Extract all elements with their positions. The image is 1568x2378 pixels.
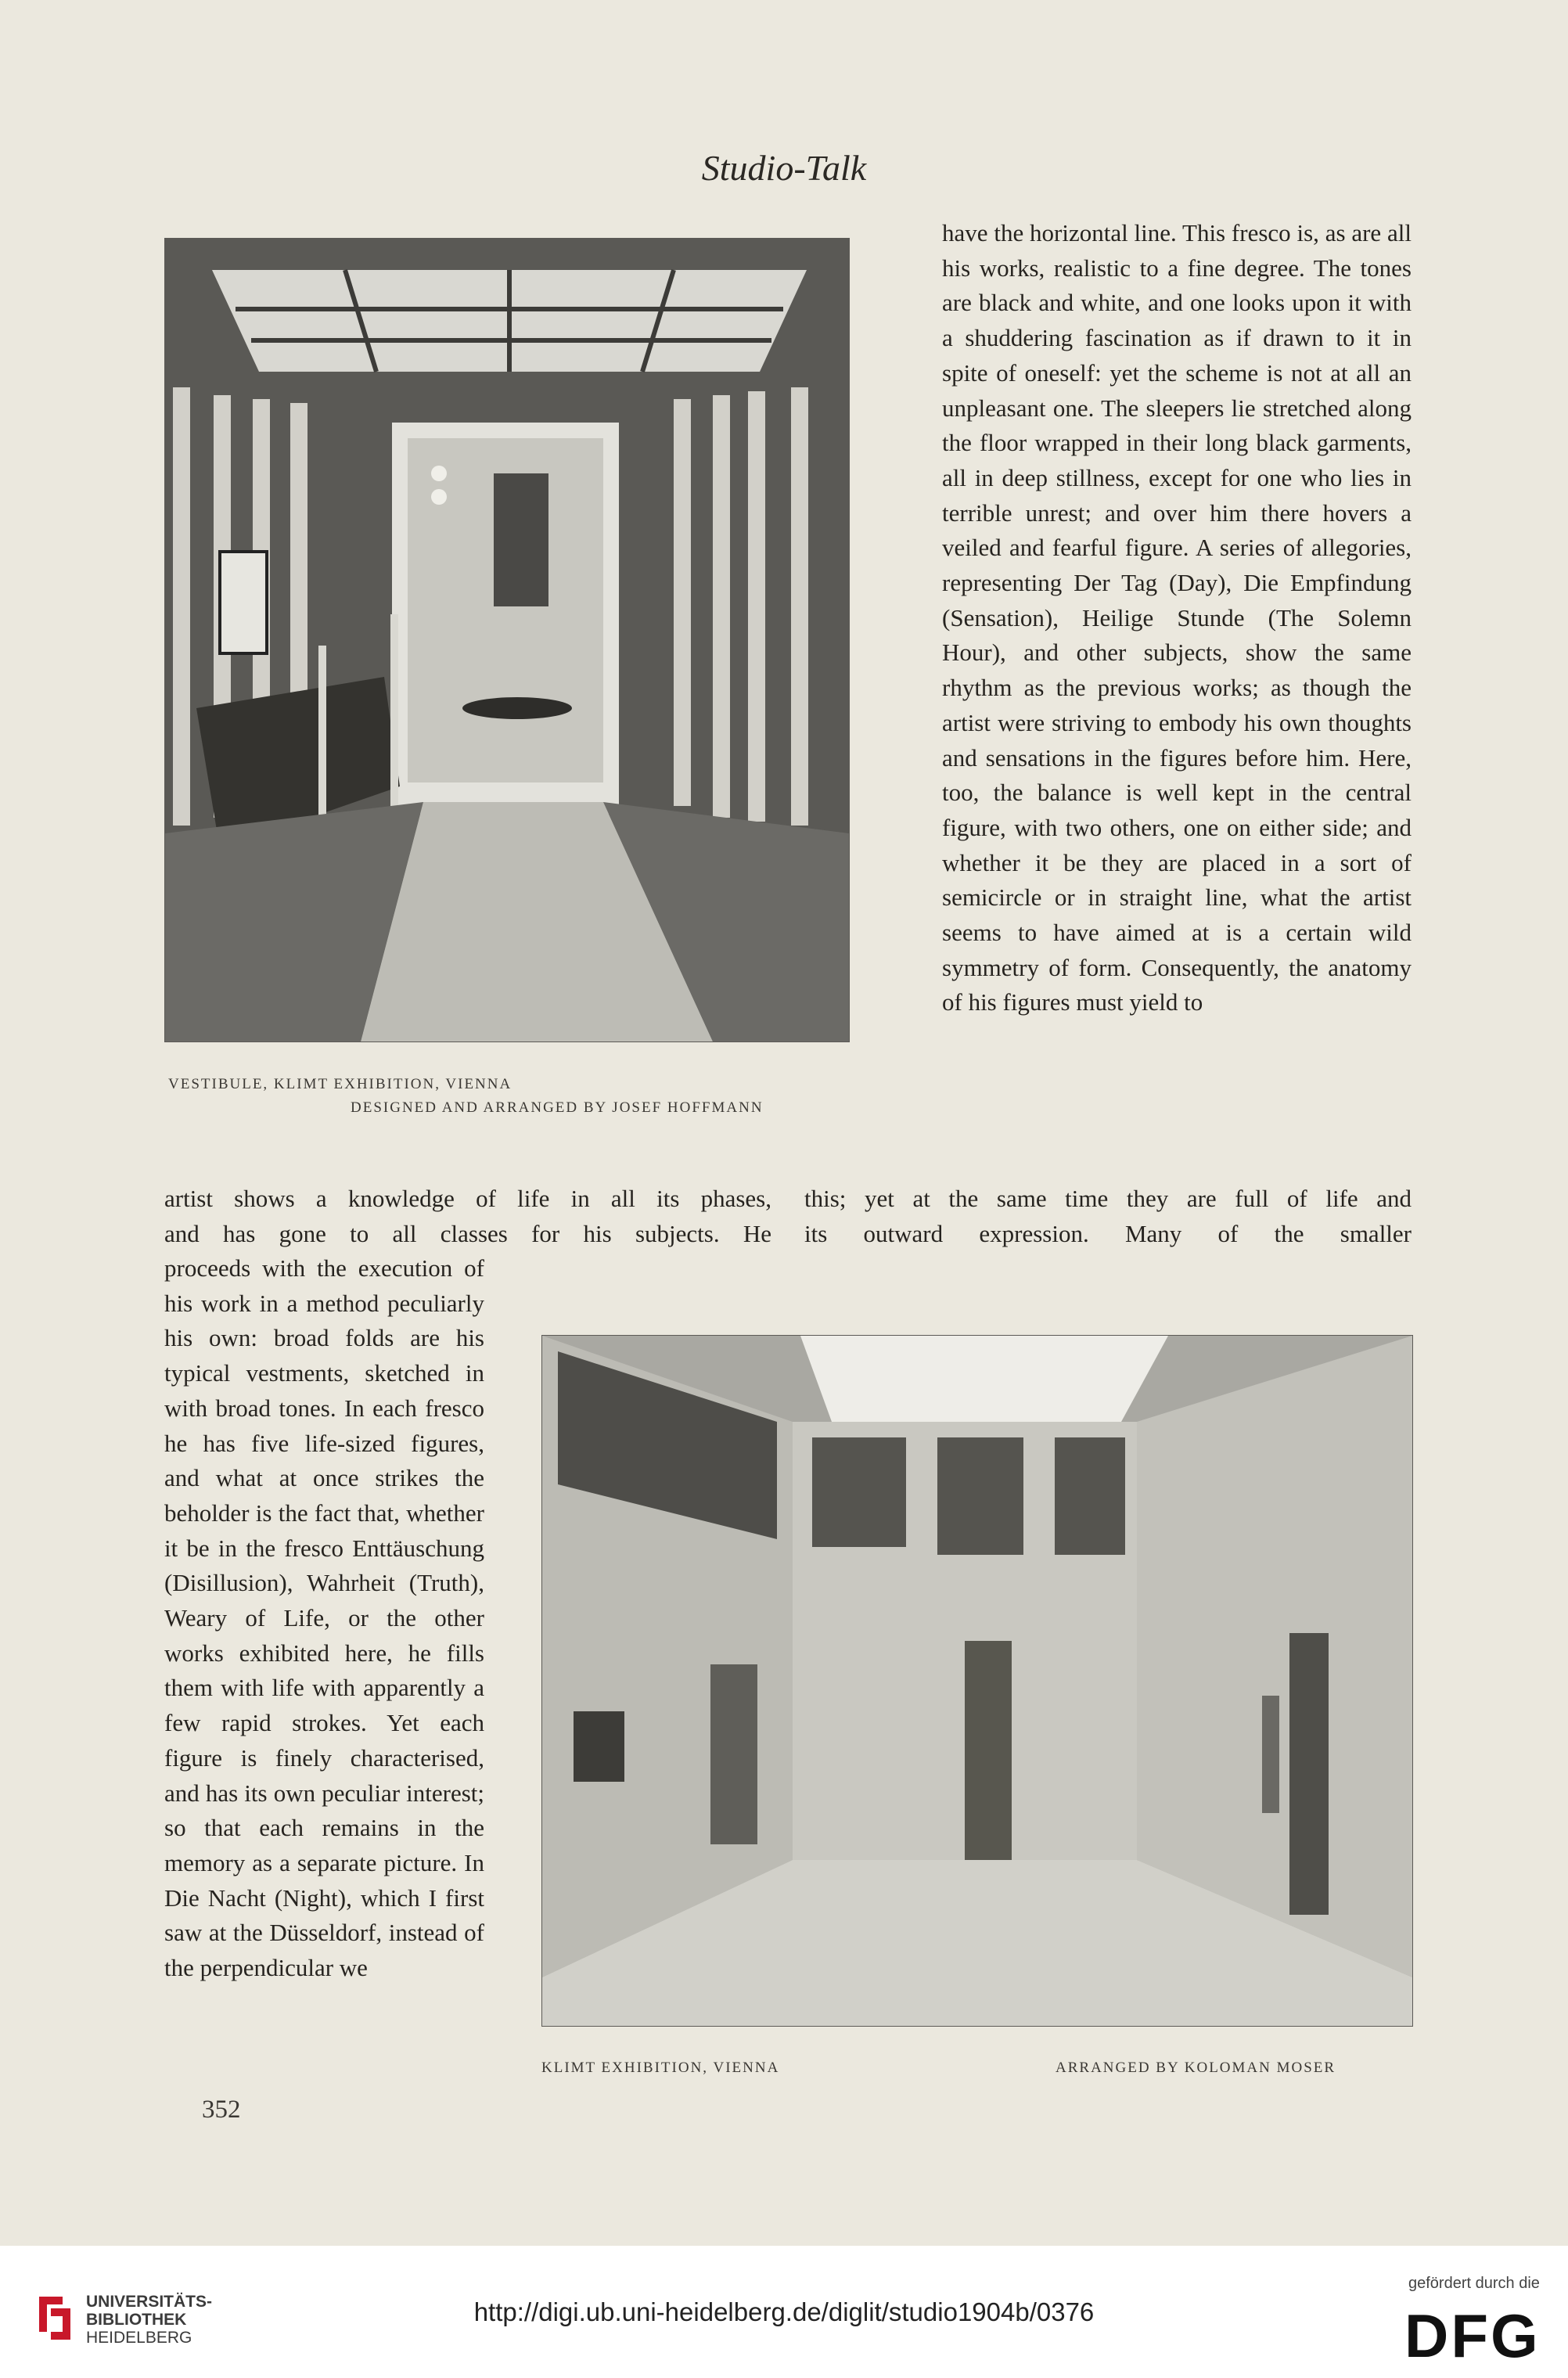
right-column-text [942, 216, 1412, 1020]
text-line-left: artist shows a knowledge of life in all its phases, [164, 1185, 771, 1212]
library-name-line1: UNIVERSITÄTS- [86, 2293, 213, 2311]
exhibition-caption-left: KLIMT EXHIBITION, VIENNA [541, 2060, 780, 2076]
exhibition-room-photo [541, 1335, 1413, 2027]
left-column-paragraph: proceeds with the execution of his work in a method peculiarly his own: broad folds are his typical vestments, sketched in with broad tones. In each fresco he has five life-sized figures, and what at once strikes the beholder is the fact that, whether it be in the fresco Enttäuschung (Disillusion), Wahrheit (Truth), Weary of Life, or the other works exhibited here, he fills them with life with apparently a few rapid strokes. Yet each figure is finely characterised, and has its own peculiar interest; so that each remains in the memory as a separate picture. In Die Nacht (Night), which I first saw at the Düsseldorf, instead of the perpendicular we [164, 1254, 484, 1982]
page-number: 352 [202, 2096, 241, 2124]
funding-note: gefördert durch die [1408, 2275, 1540, 2292]
running-head: Studio-Talk [701, 148, 867, 188]
text-line-right: its outward expression. Many of the smaller [804, 1219, 1412, 1247]
left-column-text [164, 1251, 484, 1986]
text-line [164, 1182, 1412, 1217]
text-line-right: this; yet at the same time they are full of life and [804, 1185, 1412, 1212]
exhibition-room-photo-image [542, 1336, 1412, 2026]
exhibition-caption-right: ARRANGED BY KOLOMAN MOSER [1056, 2060, 1336, 2076]
vestibule-photo-image [165, 239, 849, 1041]
text-line-left: and has gone to all classes for his subjects. He [164, 1219, 771, 1247]
library-name-line3: HEIDELBERG [86, 2329, 192, 2347]
source-url-link[interactable]: http://digi.ub.uni-heidelberg.de/diglit/studio1904b/0376 [473, 2297, 1095, 2326]
right-column-paragraph: have the horizontal line. This fresco is, as are all his works, realistic to a fine degree. The tones are black and white, and one looks upon it with a shuddering fascination as if drawn to it in spite of oneself: yet the scheme is not at all an unpleasant one. The sleepers lie stretched along the floor wrapped in their long black garments, all in deep stillness, except for one who lies in terrible unrest; and over him there hovers a veiled and fearful figure. A series of allegories, representing Der Tag (Day), Die Empfindung (Sensation), Heilige Stunde (The Solemn Hour), and other subjects, show the same rhythm as the previous works; as though the artist were striving to embody his own thoughts and sensations in the figures before him. Here, too, the balance is well kept in the central figure, with two others, one on either side; and whether it be they are placed in a sort of semicircle or in straight line, what the artist seems to have aimed at is a certain wild symmetry of form. Consequently, the anatomy of his figures must yield to [942, 219, 1412, 1016]
spanning-text-lines [164, 1182, 1412, 1251]
vestibule-caption-line2: DESIGNED AND ARRANGED BY JOSEF HOFFMANN [351, 1099, 764, 1116]
dfg-logo: DFG [1404, 2301, 1541, 2370]
vestibule-caption-line1: VESTIBULE, KLIMT EXHIBITION, VIENNA [168, 1076, 512, 1092]
library-name-line2: BIBLIOTHEK [86, 2311, 187, 2329]
text-line [164, 1217, 1412, 1252]
vestibule-photo [164, 238, 850, 1042]
